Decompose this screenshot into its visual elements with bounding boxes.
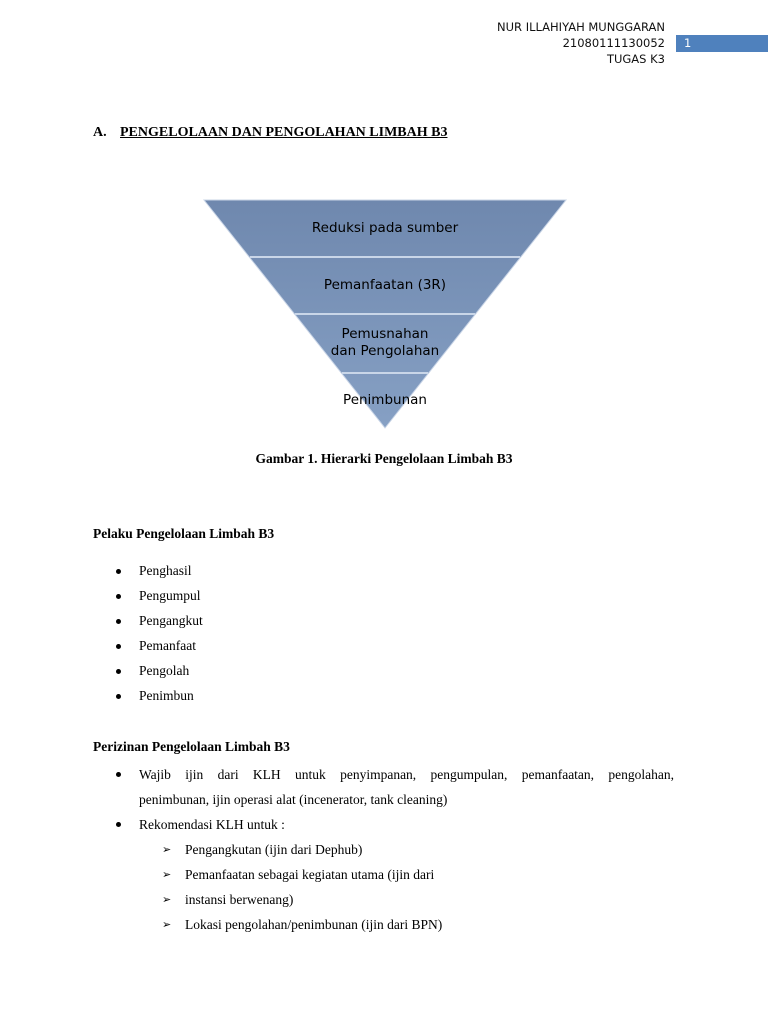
figure-caption: Gambar 1. Hierarki Pengelolaan Limbah B3 [255, 451, 513, 466]
permits-heading: Perizinan Pengelolaan Limbah B3 [93, 739, 290, 754]
list-item: Penghasil [93, 561, 203, 586]
page-number-tab [676, 35, 768, 52]
list-item [93, 812, 674, 937]
student-id: 21080111130052 [562, 36, 665, 50]
list-item: Pemanfaat [93, 636, 203, 661]
permit-recommendation: Rekomendasi KLH untuk : [139, 817, 285, 832]
pyramid-level-1: Reduksi pada sumber [311, 220, 459, 236]
section-letter: A. [93, 125, 107, 140]
page-number: 1 [684, 36, 692, 50]
section-title: PENGELOLAAN DAN PENGOLAHAN LIMBAH B3 [120, 125, 448, 140]
list-item: Pengumpul [93, 586, 203, 611]
sub-list-item: ➢ Pemanfaatan sebagai kegiatan utama (ijin dari [139, 862, 674, 887]
hierarchy-pyramid [200, 196, 570, 432]
permit-text-line-2: penimbunan, ijin operasi alat (incenerator, tank cleaning) [139, 792, 448, 807]
section-heading [93, 125, 447, 141]
permit-text-line-1: Wajib ijin dari KLH untuk penyimpanan, pengumpulan, pemanfaatan, pengolahan, [139, 767, 674, 782]
assignment-label: TUGAS K3 [606, 52, 665, 66]
list-item: Pengangkut [93, 611, 203, 636]
pyramid-level-3: Pemusnahan dan Pengolahan [330, 326, 440, 359]
list-item [93, 762, 674, 812]
pyramid-level-4: Penimbunan [343, 392, 427, 408]
page-header [497, 19, 665, 67]
permits-list [93, 762, 674, 937]
actors-heading: Pelaku Pengelolaan Limbah B3 [93, 526, 275, 541]
actors-list [93, 561, 203, 711]
author-name: NUR ILLAHIYAH MUNGGARAN [497, 20, 665, 34]
list-item: Pengolah [93, 661, 203, 686]
pyramid-level-2: Pemanfaatan (3R) [323, 277, 447, 293]
recommendation-list [139, 837, 674, 937]
sub-list-item: ➢ instansi berwenang) [139, 887, 674, 912]
sub-list-item: ➢ Lokasi pengolahan/penimbunan (ijin dari BPN) [139, 912, 674, 937]
list-item: Penimbun [93, 686, 203, 711]
sub-list-item: ➢ Pengangkutan (ijin dari Dephub) [139, 837, 674, 862]
